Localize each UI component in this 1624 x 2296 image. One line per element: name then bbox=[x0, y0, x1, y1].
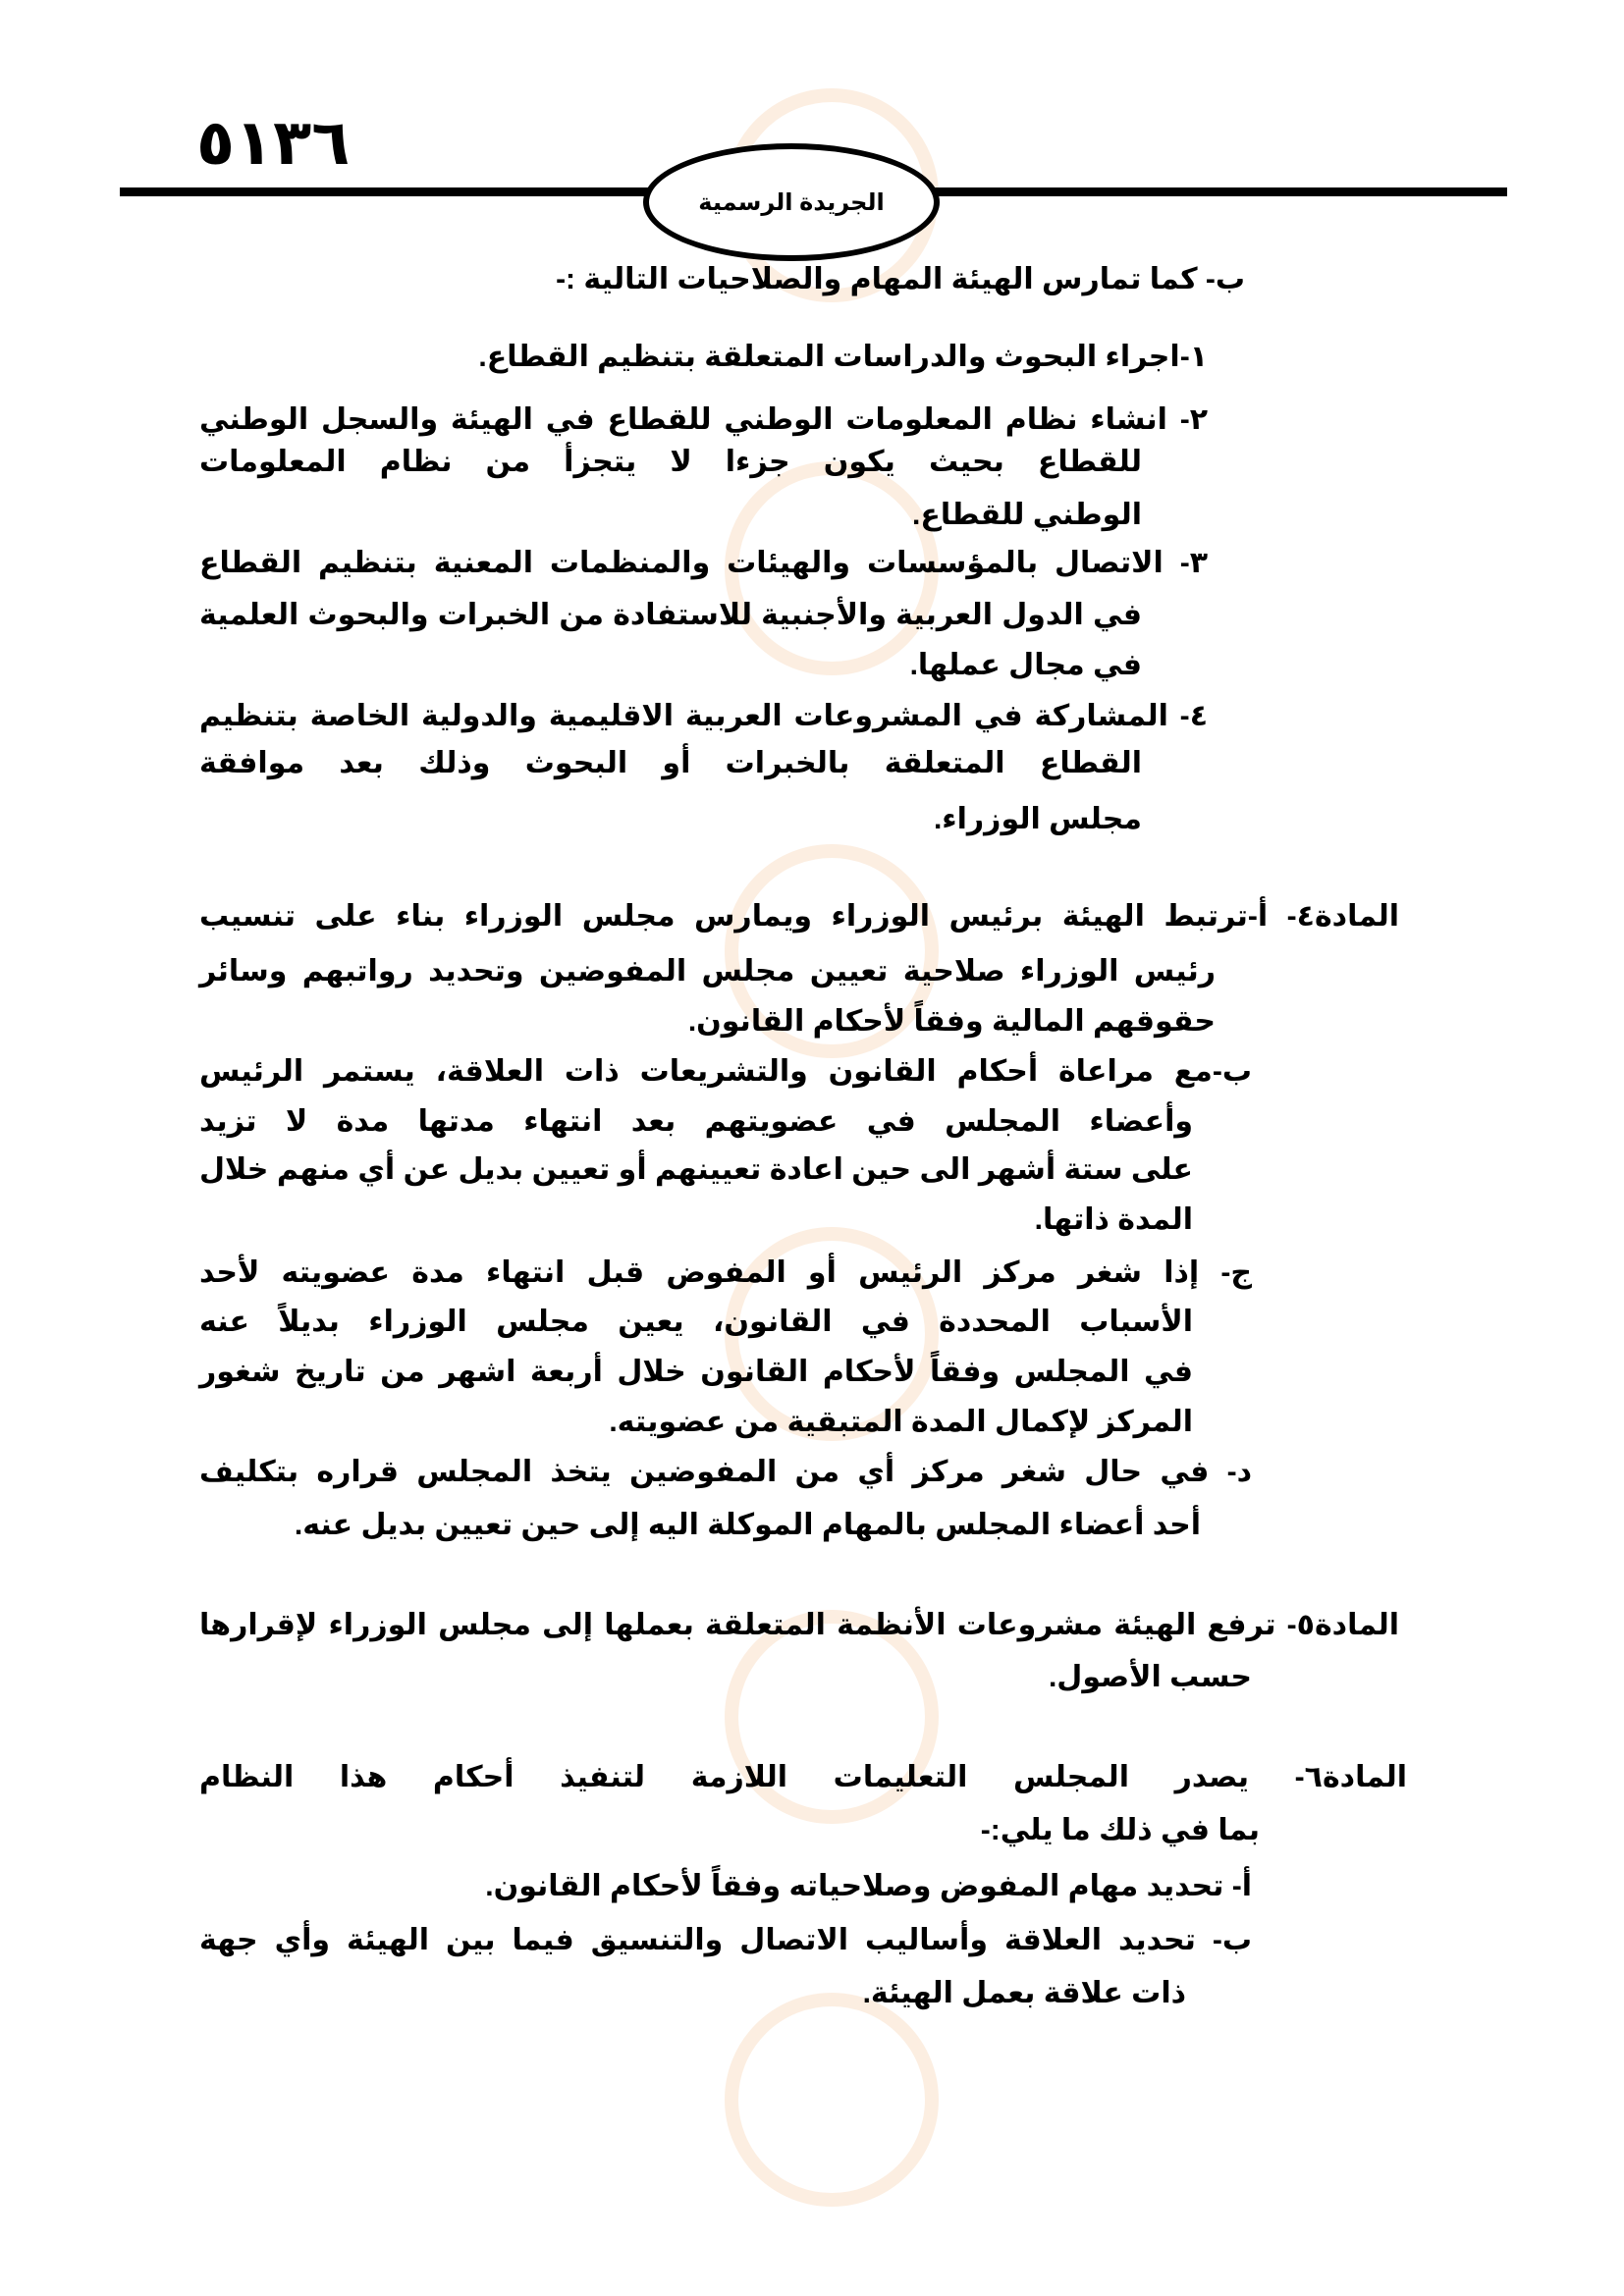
article-4-a-line: رئيس الوزراء صلاحية تعيين مجلس المفوضين وتحديد رواتبهم وسائر bbox=[199, 955, 1216, 988]
article-4-c-line: في المجلس وفقاً لأحكام القانون خلال أربعة اشهر من تاريخ شغور bbox=[199, 1356, 1193, 1388]
article-4-b: ب-مع مراعاة أحكام القانون والتشريعات ذات العلاقة، يستمر الرئيس bbox=[199, 1055, 1252, 1088]
item-2-line: للقطاع بحيث يكون جزءا لا يتجزأ من نظام المعلومات bbox=[199, 446, 1142, 478]
gazette-title: الجريدة الرسمية bbox=[698, 188, 885, 216]
page-number: ٥١٣٦ bbox=[196, 107, 351, 178]
item-2: ٢- انشاء نظام المعلومات الوطني للقطاع في الهيئة والسجل الوطني bbox=[199, 403, 1208, 436]
article-6-b-line: ذات علاقة بعمل الهيئة. bbox=[862, 1977, 1186, 2009]
item-4-line: مجلس الوزراء. bbox=[933, 803, 1142, 835]
item-3-line: في الدول العربية والأجنبية للاستفادة من الخبرات والبحوث العلمية bbox=[199, 599, 1142, 631]
gazette-oval bbox=[643, 143, 940, 261]
article-6-b: ب- تحديد العلاقة وأساليب الاتصال والتنسيق فيما بين الهيئة وأي جهة bbox=[199, 1924, 1252, 1956]
article-6-a: أ- تحديد مهام المفوض وصلاحياته وفقاً لأحكام القانون. bbox=[485, 1870, 1252, 1902]
article-6: المادة٦- يصدر المجلس التعليمات اللازمة لتنفيذ أحكام هذا النظام bbox=[199, 1761, 1407, 1793]
section-b-intro: ب- كما تمارس الهيئة المهام والصلاحيات التالية :- bbox=[556, 263, 1245, 295]
article-4-c-line: المركز لإكمال المدة المتبقية من عضويته. bbox=[609, 1406, 1193, 1438]
article-6-line: بما في ذلك ما يلي:- bbox=[980, 1814, 1260, 1846]
article-4-b-line: المدة ذاتها. bbox=[1034, 1203, 1193, 1236]
item-4-line: القطاع المتعلقة بالخبرات أو البحوث وذلك بعد موافقة bbox=[199, 747, 1142, 779]
article-4-d: د- في حال شغر مركز أي من المفوضين يتخذ المجلس قراره بتكليف bbox=[199, 1456, 1252, 1488]
article-4-a: المادة٤- أ-ترتبط الهيئة برئيس الوزراء ويمارس مجلس الوزراء بناء على تنسيب bbox=[199, 900, 1399, 933]
article-4-a-line: حقوقهم المالية وفقاً لأحكام القانون. bbox=[687, 1005, 1216, 1038]
article-4-b-line: على ستة أشهر الى حين اعادة تعيينهم أو تعيين بديل عن أي منهم خلال bbox=[199, 1153, 1193, 1186]
item-3: ٣- الاتصال بالمؤسسات والهيئات والمنظمات المعنية بتنظيم القطاع bbox=[199, 547, 1208, 579]
article-5-line: حسب الأصول. bbox=[1048, 1661, 1252, 1693]
item-4: ٤- المشاركة في المشروعات العربية الاقليمية والدولية الخاصة بتنظيم bbox=[199, 700, 1208, 732]
article-4-d-line: أحد أعضاء المجلس بالمهام الموكلة اليه إلى حين تعيين بديل عنه. bbox=[294, 1509, 1201, 1541]
article-4-c-line: الأسباب المحددة في القانون، يعين مجلس الوزراء بديلاً عنه bbox=[199, 1306, 1193, 1338]
item-1: ١-اجراء البحوث والدراسات المتعلقة بتنظيم القطاع. bbox=[478, 341, 1208, 373]
watermark-clock-icon bbox=[725, 1993, 939, 2207]
article-4-b-line: وأعضاء المجلس في عضويتهم بعد انتهاء مدتها مدة لا تزيد bbox=[199, 1105, 1193, 1138]
item-3-line: في مجال عملها. bbox=[909, 649, 1142, 681]
article-5: المادة٥- ترفع الهيئة مشروعات الأنظمة المتعلقة بعملها إلى مجلس الوزراء لإقرارها bbox=[199, 1609, 1399, 1641]
item-2-line: الوطني للقطاع. bbox=[912, 499, 1142, 531]
article-4-c: ج- إذا شغر مركز الرئيس أو المفوض قبل انتهاء مدة عضويته لأحد bbox=[199, 1256, 1252, 1289]
